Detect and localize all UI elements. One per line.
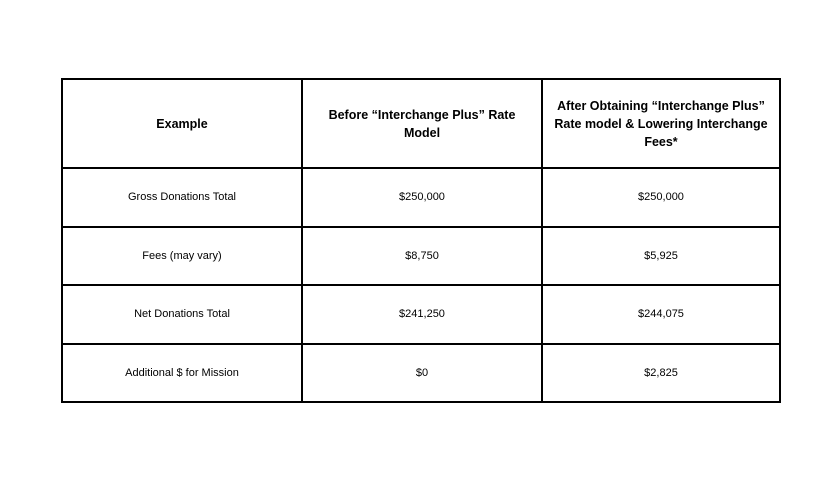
row-label: Additional $ for Mission — [62, 344, 302, 403]
row-label: Gross Donations Total — [62, 168, 302, 227]
before-value: $8,750 — [302, 227, 542, 286]
after-value: $244,075 — [542, 285, 780, 344]
header-after-rate-model: After Obtaining “Interchange Plus” Rate model & Lowering Interchange Fees* — [542, 79, 780, 168]
table-header-row — [62, 79, 780, 168]
before-value: $241,250 — [302, 285, 542, 344]
before-value: $0 — [302, 344, 542, 403]
header-example: Example — [62, 79, 302, 168]
after-value: $250,000 — [542, 168, 780, 227]
row-label: Net Donations Total — [62, 285, 302, 344]
table-row — [62, 227, 780, 286]
comparison-table — [61, 78, 781, 403]
after-value: $2,825 — [542, 344, 780, 403]
row-label: Fees (may vary) — [62, 227, 302, 286]
table-row — [62, 344, 780, 403]
before-value: $250,000 — [302, 168, 542, 227]
table-row — [62, 285, 780, 344]
header-before-rate-model: Before “Interchange Plus” Rate Model — [302, 79, 542, 168]
table-row — [62, 168, 780, 227]
after-value: $5,925 — [542, 227, 780, 286]
